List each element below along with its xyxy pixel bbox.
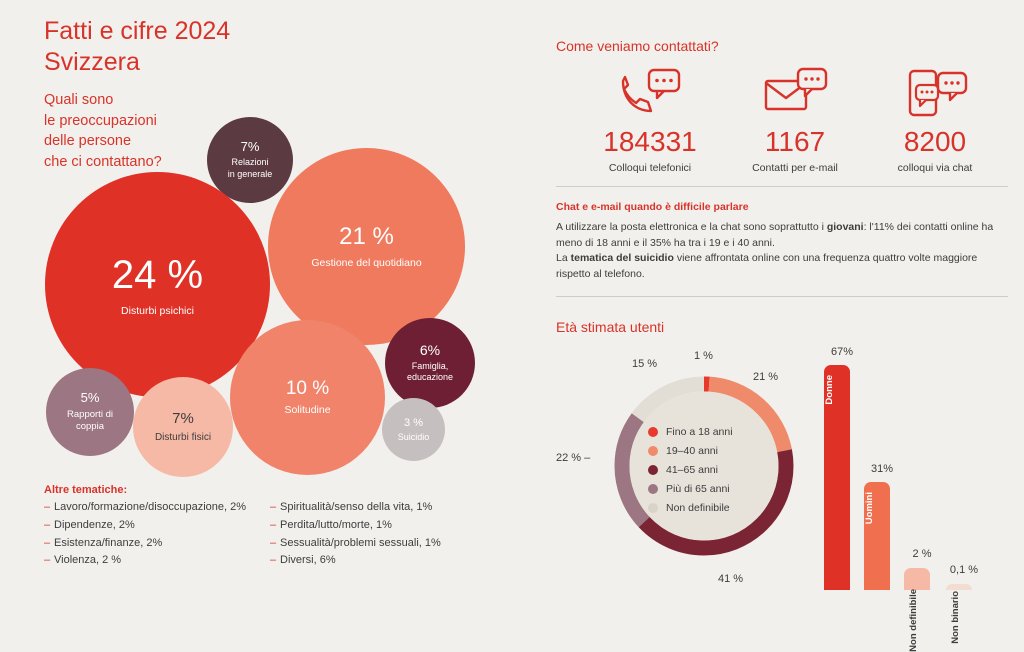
donut-label-41-65: 41 %: [718, 573, 744, 585]
other-topics-column-2: [270, 499, 441, 570]
legend-label: Fino a 18 anni: [666, 426, 733, 438]
explainer-line1-b: giovani: [826, 220, 864, 233]
bubble-relazioni-pct: 7%: [240, 139, 260, 155]
legend-item: [648, 464, 733, 476]
bubble-solitudine-label: Solitudine: [284, 404, 331, 417]
legend-dot-icon: [648, 465, 658, 475]
legend-label: Più di 65 anni: [666, 483, 730, 495]
bar-label-uomini: 31%: [870, 463, 894, 475]
bar-non-binario-category: Non binario: [950, 591, 961, 644]
contact-phone-number: 184331: [603, 126, 697, 157]
bar-non-definibile-category: Non definibile: [908, 589, 919, 652]
age-section-title: Età stimata utenti: [556, 319, 665, 335]
legend-item: [648, 426, 733, 438]
bubble-solitudine: [230, 320, 385, 475]
bubble-disturbi-fisici: [133, 377, 233, 477]
legend-dot-icon: [648, 484, 658, 494]
contact-item-chat: [855, 64, 1015, 174]
bubble-suicidio-label: Suicidio: [397, 431, 430, 442]
bubble-gestione-label: Gestione del quotidiano: [311, 256, 422, 269]
list-item: – Violenza, 2 %: [44, 554, 122, 567]
bar-non-definibile: [904, 568, 930, 590]
bubble-relazioni-label: Relazioni in generale: [227, 157, 273, 179]
bubble-fisici-label: Disturbi fisici: [154, 431, 212, 443]
page-subtitle: [44, 90, 162, 172]
page-title-line2: Svizzera: [44, 48, 140, 77]
divider-top: [556, 186, 1008, 187]
legend-item: [648, 502, 733, 514]
contact-email-number: 1167: [764, 126, 826, 157]
legend-dot-icon: [648, 446, 658, 456]
list-item: – Spiritualità/senso della vita, 1%: [270, 501, 433, 513]
gender-bar-chart: [820, 340, 1010, 652]
donut-label-piu-65: 22 % –: [556, 452, 591, 464]
bubble-gestione-pct: 21 %: [339, 223, 394, 251]
subtitle-line1: Quali sono: [44, 92, 114, 108]
bar-label-non-binario: 0,1 %: [949, 564, 979, 576]
bar-non-binario: [946, 584, 972, 590]
legend-item: [648, 445, 733, 457]
bubble-suicidio: [382, 398, 445, 461]
contact-email-caption: Contatti per e-mail: [752, 162, 838, 174]
donut-legend: [648, 426, 733, 521]
smartphone-chat-icon: [855, 64, 1015, 122]
bubble-famiglia: [385, 318, 475, 408]
explainer-line2-c: viene affrontata online con una frequenza quattro volte maggiore rispetto al telefono.: [556, 252, 978, 280]
list-item: – Lavoro/formazione/disoccupazione, 2%: [44, 501, 247, 513]
bubble-coppia-pct: 5%: [80, 390, 100, 406]
list-item: – Sessualità/problemi sessuali, 1%: [270, 536, 441, 549]
bubble-suicidio-pct: 3 %: [404, 417, 423, 430]
explainer-paragraph: [556, 200, 1008, 283]
contact-chat-number: 8200: [903, 126, 967, 157]
page-title: [44, 16, 230, 79]
other-topics-column-1: [44, 499, 246, 570]
list-item: – Diversi, 6%: [270, 554, 336, 567]
explainer-line2-b: tematica del suicidio: [570, 252, 674, 265]
donut-label-fino-18: 1 %: [694, 350, 713, 362]
explainer-line2-a: La: [556, 252, 571, 265]
bubble-famiglia-pct: 6%: [419, 341, 441, 358]
legend-label: 41–65 anni: [666, 464, 718, 476]
bar-label-non-definibile: 2 %: [912, 548, 932, 560]
subtitle-line3: delle persone: [44, 133, 132, 150]
list-item: – Perdita/lutto/morte, 1%: [270, 518, 392, 531]
bar-donne: [824, 365, 850, 590]
legend-dot-icon: [648, 427, 658, 437]
bar-uomini-category: Uomini: [864, 492, 875, 525]
bar-donne-category: Donne: [824, 375, 835, 405]
page-title-line1: Fatti e cifre 2024: [44, 17, 231, 45]
bubble-fisici-pct: 7%: [172, 410, 194, 428]
legend-label: 19–40 anni: [666, 445, 718, 457]
legend-item: [648, 483, 733, 495]
contact-chat-caption: colloqui via chat: [897, 162, 973, 174]
contact-phone-caption: Colloqui telefonici: [608, 162, 692, 174]
list-item: – Dipendenze, 2%: [44, 518, 135, 531]
explainer-line1-a: A utilizzare la posta elettronica e la chat sono soprattutto i: [556, 220, 827, 233]
bubble-solitudine-pct: 10 %: [285, 377, 330, 399]
bubble-disturbi-psichici: [45, 172, 270, 397]
other-topics-title: Altre tematiche:: [44, 484, 128, 496]
contact-section-title: Come veniamo contattati?: [556, 38, 719, 54]
legend-label: Non definibile: [666, 502, 730, 514]
donut-label-non-definibile: 15 %: [632, 358, 658, 370]
bubble-coppia-label: Rapporti di coppia: [67, 408, 113, 432]
explainer-highlight: Chat e e-mail quando è difficile parlare: [556, 201, 749, 213]
bubble-rapporti-coppia: [46, 368, 134, 456]
donut-label-19-40: 21 %: [753, 371, 779, 383]
subtitle-line4: che ci contattano?: [44, 153, 162, 170]
legend-dot-icon: [648, 503, 658, 513]
bubble-disturbi-pct: 24 %: [111, 252, 204, 297]
subtitle-line2: le preoccupazioni: [44, 112, 157, 129]
bubble-gestione-quotidiano: [268, 148, 465, 345]
bar-label-donne: 67%: [830, 346, 854, 358]
bubble-disturbi-label: Disturbi psichici: [121, 304, 194, 317]
explainer-line1-c: : l'11% dei contatti online ha meno di 18 anni e il 35% ha tra i 19 e i 40 anni.: [556, 220, 994, 249]
list-item: – Esistenza/finanze, 2%: [44, 536, 163, 549]
bubble-famiglia-label: Famiglia, educazione: [406, 360, 454, 383]
divider-bottom: [556, 296, 1008, 297]
bar-uomini: [864, 482, 890, 590]
